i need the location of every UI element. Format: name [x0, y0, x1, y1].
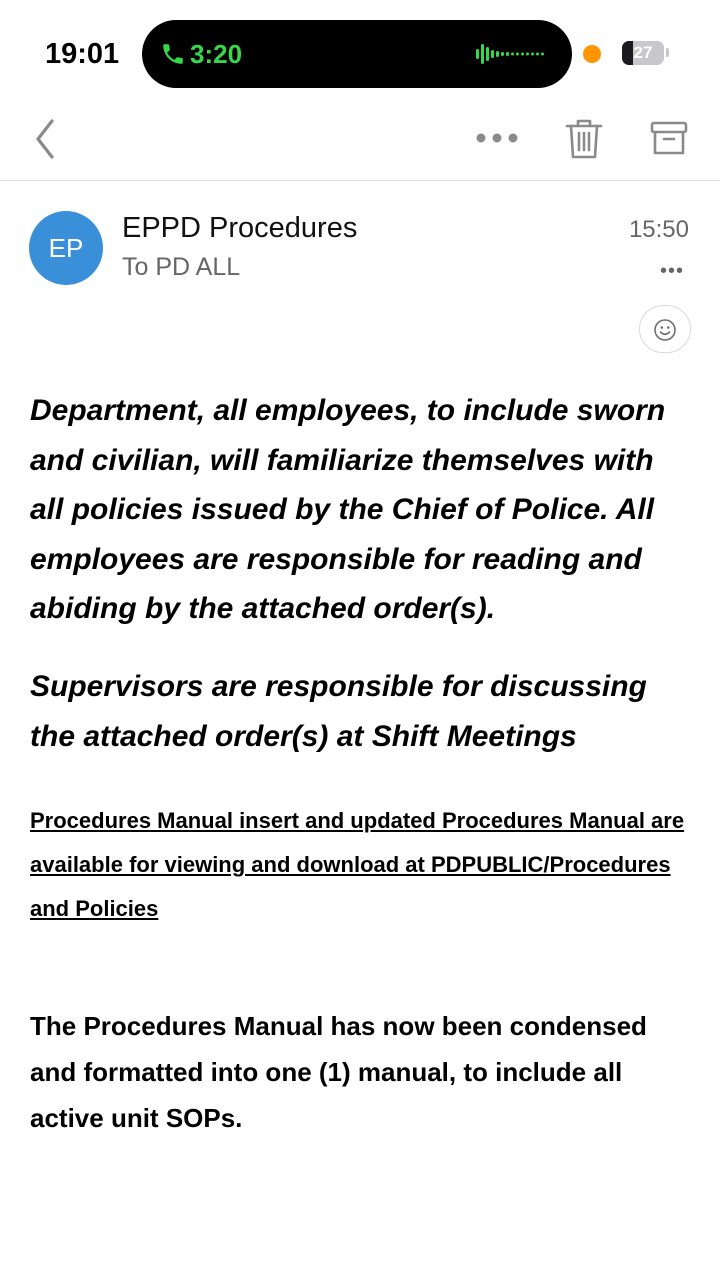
status-bar — [0, 0, 720, 100]
sender-name[interactable]: EPPD Procedures — [122, 212, 358, 244]
message-header — [0, 190, 720, 300]
chevron-left-icon[interactable] — [30, 117, 60, 161]
call-duration: 3:20 — [190, 39, 243, 69]
body-paragraph-supervisors: Supervisors are responsible for discussing the attached order(s) at Shift Meetings — [30, 669, 647, 753]
add-reaction-button[interactable] — [639, 305, 691, 353]
battery-tip — [666, 48, 669, 57]
smiley-icon — [653, 318, 677, 342]
battery-icon — [622, 41, 664, 65]
avatar[interactable]: EP — [29, 211, 103, 285]
message-more-button[interactable]: ••• — [659, 260, 684, 282]
archive-icon[interactable] — [650, 120, 688, 158]
audio-waveform-icon — [476, 42, 550, 66]
body-paragraph-condensed: The Procedures Manual has now been condensed and formatted into one (1) manual, to include all active unit SOPs. — [30, 1011, 647, 1134]
phone-icon — [160, 40, 186, 68]
recipient-line[interactable]: To PD ALL — [122, 253, 241, 281]
more-horizontal-icon[interactable] — [474, 128, 520, 148]
battery-level: 27 — [633, 43, 653, 62]
message-body — [30, 386, 695, 1141]
status-time: 19:01 — [45, 38, 120, 70]
dynamic-island-call[interactable] — [142, 20, 572, 88]
trash-icon[interactable] — [564, 117, 604, 161]
body-paragraph-policies: Department, all employees, to include sworn and civilian, will familiarize themselves with all policies issued by the Chief of Police. All employees are responsible for reading and abiding by the attached order(s). — [30, 394, 666, 626]
recording-indicator-dot — [583, 45, 601, 63]
message-toolbar — [0, 100, 720, 181]
message-time: 15:50 — [628, 216, 689, 243]
procedures-manual-link[interactable]: Procedures Manual insert and updated Procedures Manual are available for viewing and download at PDPUBLIC/Procedures and Policies — [30, 808, 685, 922]
